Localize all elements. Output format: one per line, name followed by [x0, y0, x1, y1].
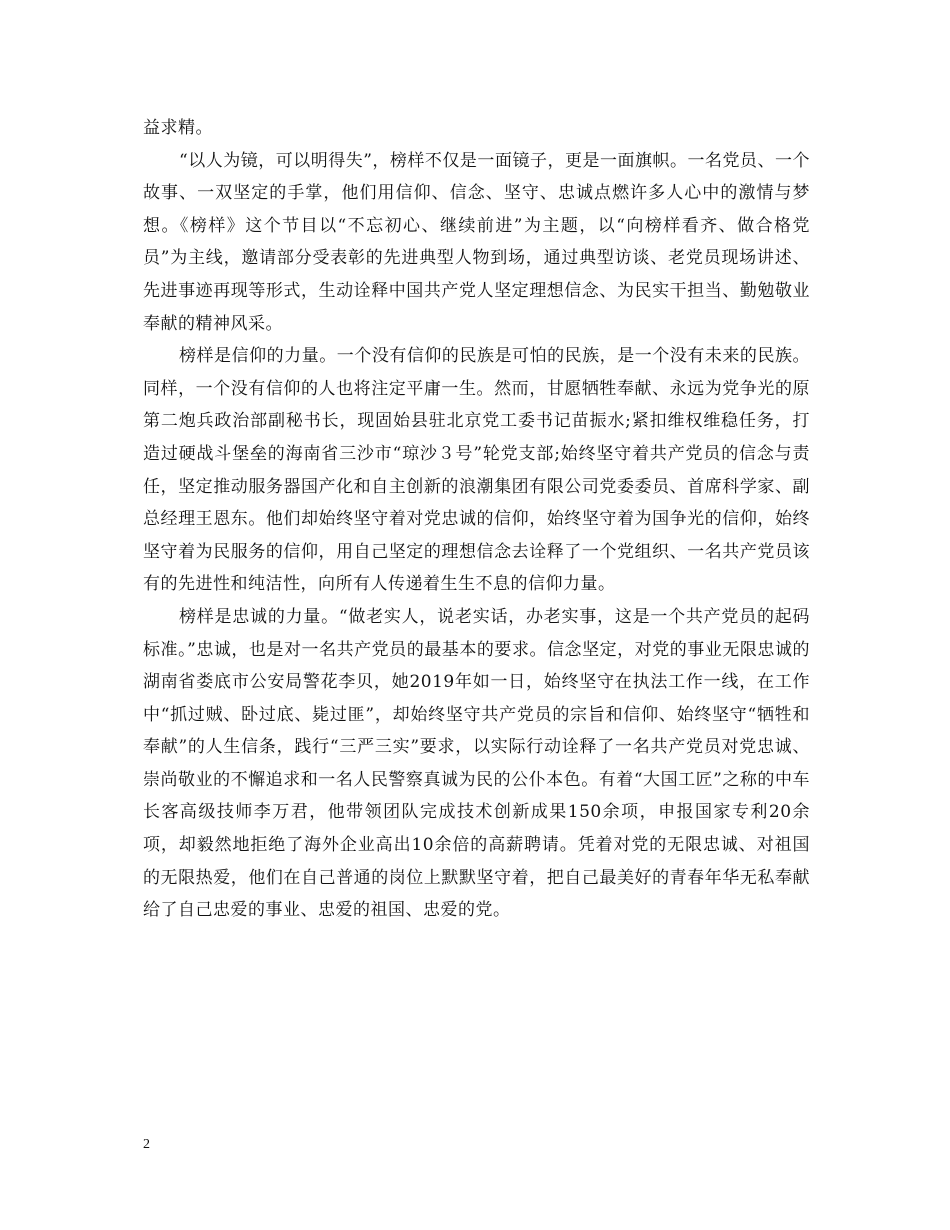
paragraph-role-model-intro: “以人为镜，可以明得失”，榜样不仅是一面镜子，更是一面旗帜。一名党员、一个故事、一双坚定的手掌，他们用信仰、信念、坚守、忠诚点燃许多人心中的激情与梦想。《榜样》这个节目以“不忘初心、继续前进”为主题，以“向榜样看齐、做合格党员”为主线，邀请部分受表彰的先进典型人物到场，通过典型访谈、老党员现场讲述、先进事迹再现等形式，生动诠释中国共产党人坚定理想信念、为民实干担当、勤勉敬业奉献的精神风采。 — [143, 150, 810, 334]
paragraph-continuation: 益求精。 — [143, 118, 213, 138]
document-body — [143, 112, 810, 927]
page-number: 2 — [143, 1137, 150, 1152]
paragraph-power-of-faith: 榜样是信仰的力量。一个没有信仰的民族是可怕的民族，是一个没有未来的民族。同样，一个没有信仰的人也将注定平庸一生。然而，甘愿牺牲奉献、永远为党争光的原第二炮兵政治部副秘书长，现固始县驻北京党工委书记苗振水;紧扣维权维稳任务，打造过硬战斗堡垒的海南省三沙市“琼沙３号”轮党支部;始终坚守着共产党员的信念与责任，坚定推动服务器国产化和自主创新的浪潮集团有限公司党委委员、首席科学家、副总经理王恩东。他们却始终坚守着对党忠诚的信仰，始终坚守着为国争光的信仰，始终坚守着为民服务的信仰，用自己坚定的理想信念去诠释了一个党组织、一名共产党员该有的先进性和纯洁性，向所有人传递着生生不息的信仰力量。 — [143, 346, 810, 595]
paragraph-power-of-loyalty: 榜样是忠诚的力量。“做老实人，说老实话，办老实事，这是一个共产党员的起码标准。”忠诚，也是对一名共产党员的最基本的要求。信念坚定，对党的事业无限忠诚的湖南省娄底市公安局警花李贝，她2019年如一日，始终坚守在执法工作一线，在工作中“抓过贼、卧过底、毙过匪”，却始终坚守共产党员的宗旨和信仰、始终坚守“牺牲和奉献”的人生信条，践行“三严三实”要求，以实际行动诠释了一名共产党员对党忠诚、崇尚敬业的不懈追求和一名人民警察真诚为民的公仆本色。有着“大国工匠”之称的中车长客高级技师李万君，他带领团队完成技术创新成果150余项，申报国家专利20余项，却毅然地拒绝了海外企业高出10余倍的高薪聘请。凭着对党的无限忠诚、对祖国的无限热爱，他们在自己普通的岗位上默默坚守着，把自己最美好的青春年华无私奉献给了自己忠爱的事业、忠爱的祖国、忠爱的党。 — [143, 606, 810, 921]
